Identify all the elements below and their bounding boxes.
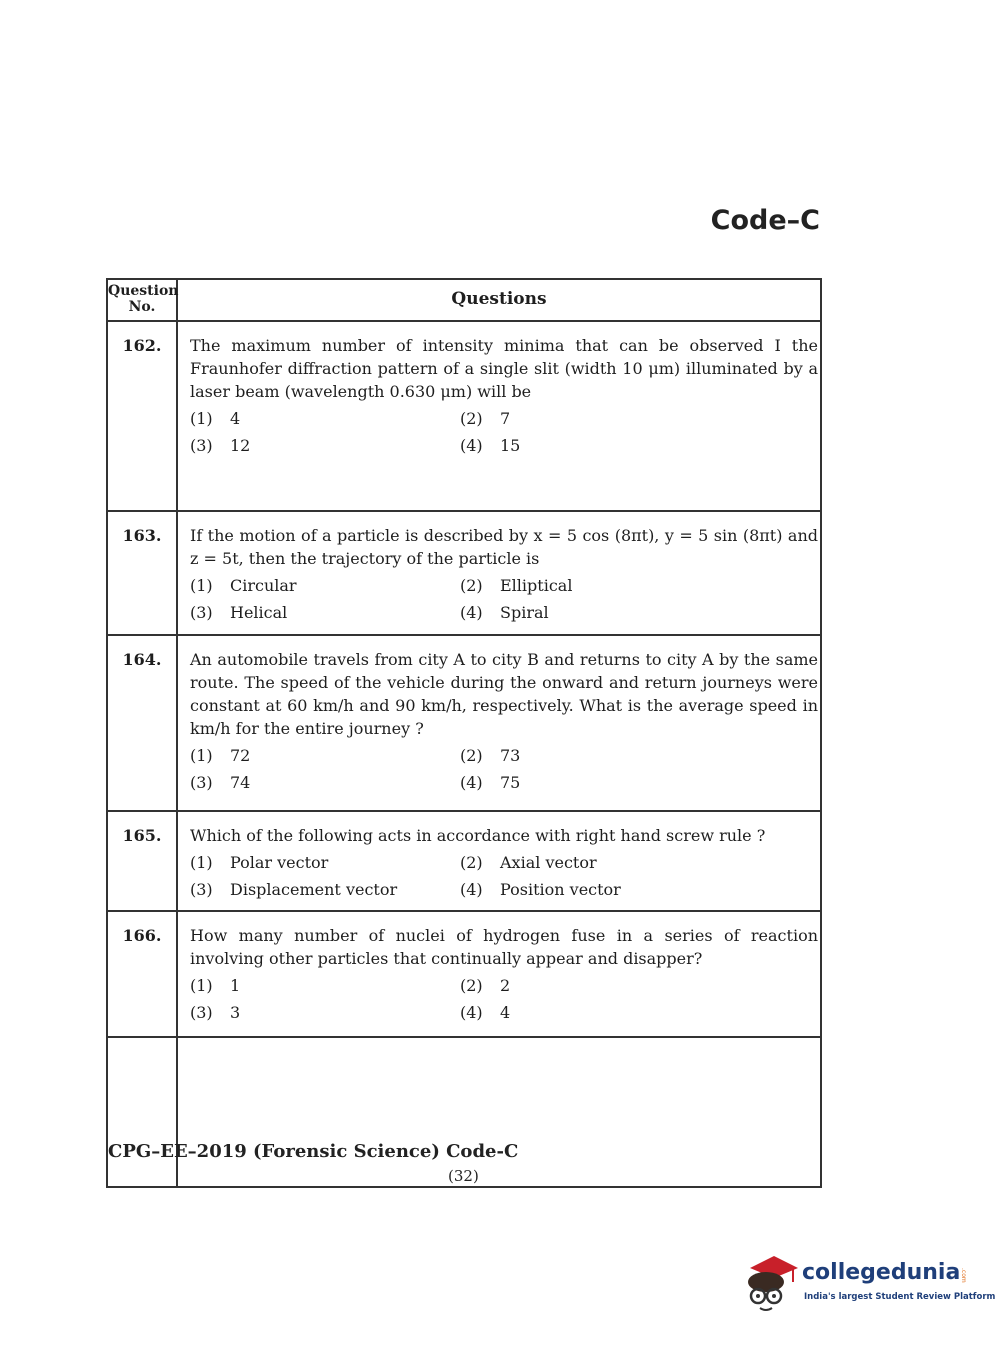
options-grid — [190, 574, 818, 624]
option-3: (3) Displacement vector — [190, 880, 398, 899]
option-3: (3) Helical — [190, 603, 288, 622]
question-number: 166. — [108, 912, 178, 1036]
option-2: (2) 73 — [460, 746, 521, 765]
collegedunia-logo — [742, 1250, 996, 1320]
question-text: Which of the following acts in accordance with right hand screw rule ? — [190, 826, 766, 845]
option-4: (4) Position vector — [460, 880, 621, 899]
question-row-164 — [108, 636, 820, 812]
page-number: (32) — [448, 1167, 479, 1185]
question-body — [178, 912, 820, 1036]
empty-cell — [108, 1038, 178, 1186]
options-grid — [190, 744, 818, 794]
question-row-162 — [108, 322, 820, 512]
option-2: (2) 2 — [460, 976, 511, 995]
question-row-165 — [108, 812, 820, 912]
footer-exam-code: CPG–EE–2019 (Forensic Science) Code-C — [108, 1141, 519, 1162]
option-1: (1) 4 — [190, 409, 241, 428]
column-header-questions: Questions — [451, 289, 547, 309]
option-4: (4) 4 — [460, 1003, 511, 1022]
logo-wordmark: collegedunia — [802, 1260, 961, 1285]
logo-com-suffix: .com — [960, 1268, 967, 1283]
option-2: (2) 7 — [460, 409, 511, 428]
option-2: (2) Axial vector — [460, 853, 597, 872]
empty-row — [108, 1038, 820, 1186]
option-4: (4) 15 — [460, 436, 521, 455]
question-body — [178, 322, 820, 510]
question-number: 163. — [108, 512, 178, 634]
option-3: (3) 74 — [190, 773, 251, 792]
empty-cell — [178, 1038, 820, 1186]
option-1: (1) Circular — [190, 576, 297, 595]
question-body — [178, 512, 820, 634]
option-1: (1) 72 — [190, 746, 251, 765]
question-text: How many number of nuclei of hydrogen fuse in a series of reaction involving other particles that continually appear and disapper? — [190, 926, 818, 968]
question-number: 162. — [108, 322, 178, 510]
table-header-row — [108, 280, 820, 322]
question-text: If the motion of a particle is described by x = 5 cos (8πt), y = 5 sin (8πt) and z = 5t, then the trajectory of the particle is — [190, 526, 818, 568]
question-text: The maximum number of intensity minima that can be observed I the Fraunhofer diffraction pattern of a single slit (width 10 μm) illuminated by a laser beam (wavelength 0.630 μm) will be — [190, 336, 818, 401]
mascot-icon — [742, 1250, 802, 1320]
option-4: (4) Spiral — [460, 603, 549, 622]
option-3: (3) 12 — [190, 436, 251, 455]
question-number: 164. — [108, 636, 178, 810]
question-body — [178, 812, 820, 910]
question-table — [106, 278, 822, 1188]
options-grid — [190, 974, 818, 1024]
option-4: (4) 75 — [460, 773, 521, 792]
option-2: (2) Elliptical — [460, 576, 573, 595]
options-grid — [190, 851, 818, 901]
question-body — [178, 636, 820, 810]
question-number: 165. — [108, 812, 178, 910]
option-1: (1) 1 — [190, 976, 241, 995]
column-header-question-no — [108, 280, 178, 320]
column-header-question-no-line2: No. — [128, 299, 156, 315]
option-1: (1) Polar vector — [190, 853, 329, 872]
question-row-163 — [108, 512, 820, 636]
question-row-166 — [108, 912, 820, 1038]
options-grid — [190, 407, 818, 457]
code-header: Code–C — [710, 205, 820, 236]
logo-tagline: India's largest Student Review Platform — [804, 1292, 996, 1302]
question-text: An automobile travels from city A to city B and returns to city A by the same route. The speed of the vehicle during the onward and return journeys were constant at 60 km/h and 90 km/h, respectively. What is the average speed in km/h for the entire journey ? — [190, 650, 818, 738]
option-3: (3) 3 — [190, 1003, 241, 1022]
column-header-question-no-line1: Question — [108, 283, 179, 299]
